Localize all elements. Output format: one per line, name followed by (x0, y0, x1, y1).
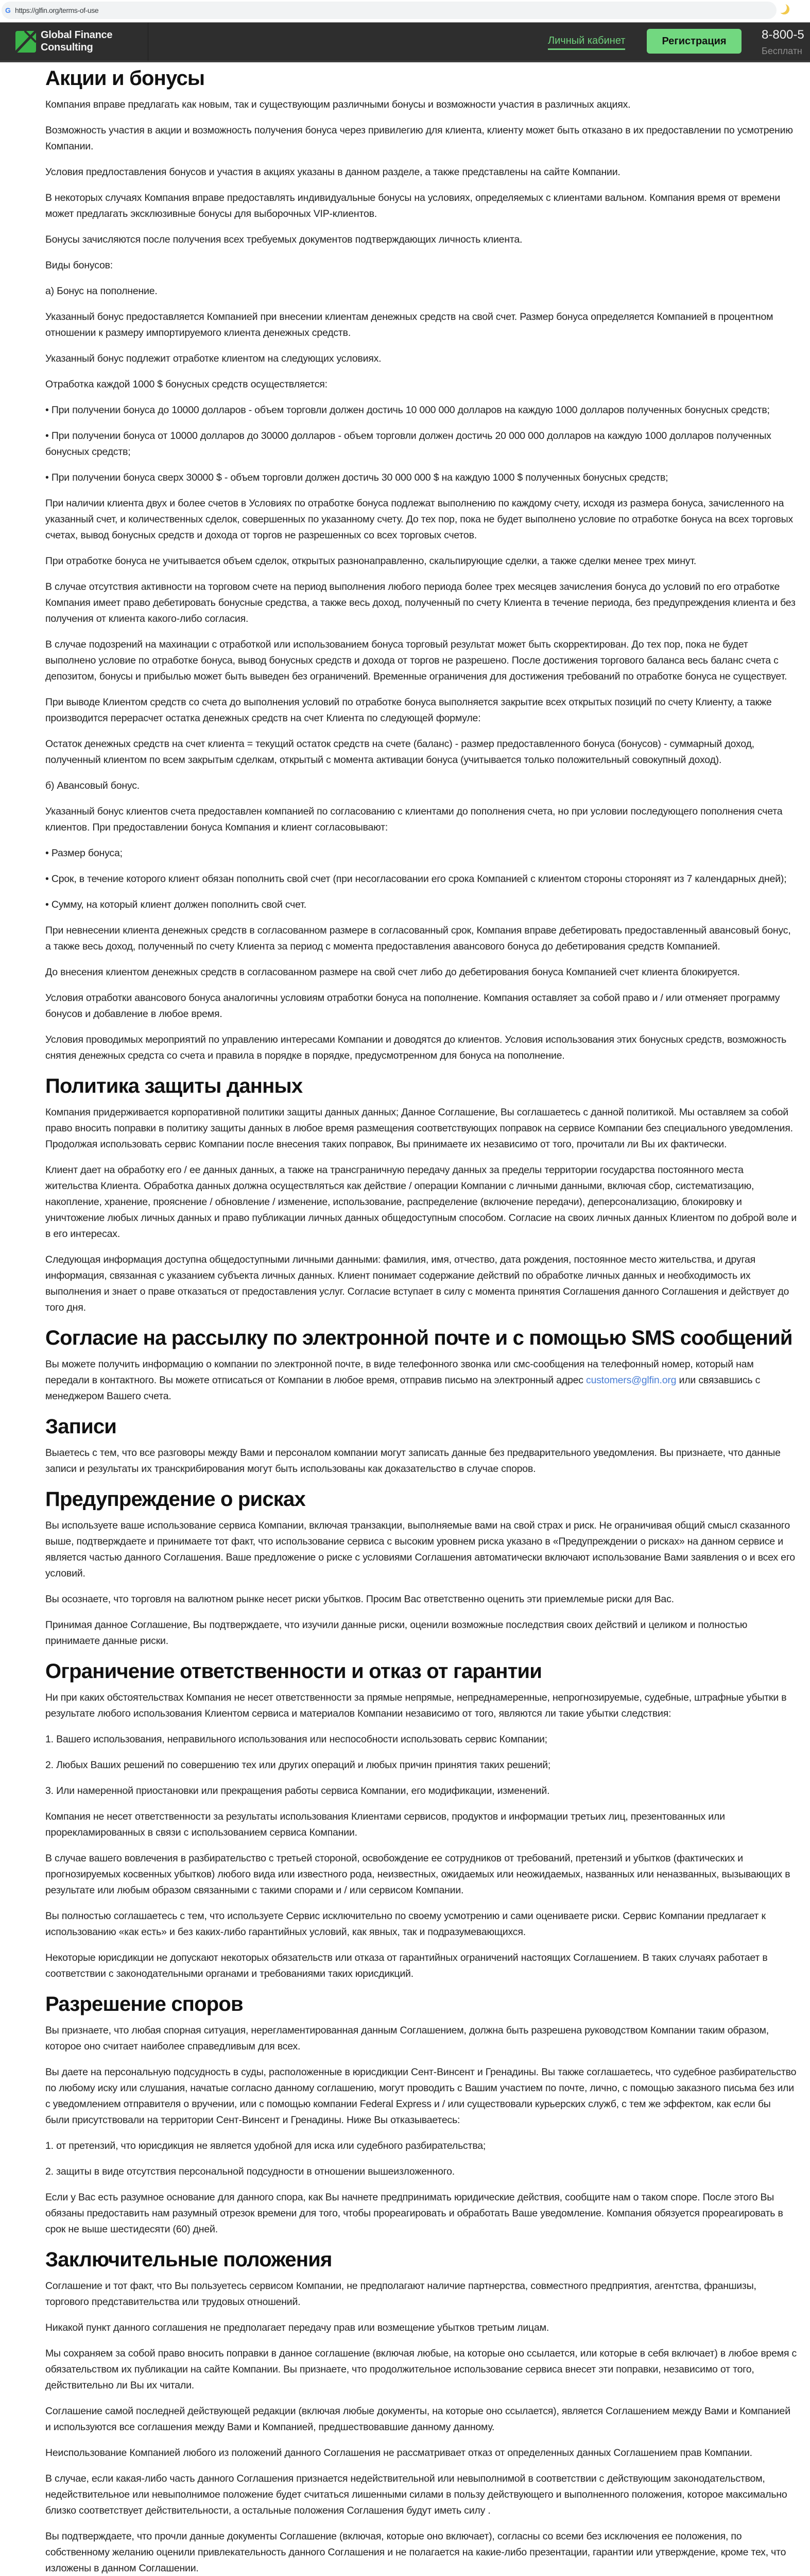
paragraph: Возможность участия в акции и возможность получения бонуса через привилегию для клиента, клиенту может быть отказано в их предоставлении по усмотрению Компании. (45, 125, 793, 152)
paragraph: Компания вправе предлагать как новым, так и существующим различными бонусы и возможности участия в различных акциях. (45, 99, 631, 110)
paragraph: • При получении бонуса от 10000 долларов до 30000 долларов - объем торговли должен достичь 20 000 000 долларов на каждую 1000 долларов полученных бонусных средств; (45, 430, 771, 457)
disputes-body (45, 2023, 797, 2238)
moon-icon[interactable] (779, 4, 789, 14)
paragraph: В случае вашего вовлечения в разбирательство с третьей стороной, освобождение ее сотрудников от требований, претензий и убытков (фактических и прогнозируемых косвенных убытков) любого вида или известного рода, неизвестных, ожидаемых или неожидаемых, названных или неназванных, вызывающих в результате или любым образом связанными с такими спорами и / или сервисом Компании. (45, 1853, 790, 1896)
logo-text (41, 29, 112, 54)
paragraph: Вы признаете, что любая спорная ситуация, нерегламентированная данным Соглашением, должна быть разрешена руководством Компании таким образом, которое оно считает наиболее справедливым для всех. (45, 2025, 769, 2052)
paragraph: Условия предлоставления бонусов и участия в акциях указаны в данном разделе, а также представлены на сайте Компании. (45, 166, 621, 178)
paragraph: • Срок, в течение которого клиент обязан пополнить свой счет (при несогласовании его срока Компанией с клиентом стороны стороняят из 7 календарных дней); (45, 873, 787, 885)
url-text[interactable]: https://glfin.org/terms-of-use (15, 6, 99, 14)
paragraph: Указанный бонус предоставляется Компанией при внесении клиентам денежных средств на свой счет. Размер бонуса определяется Компанией в процентном отношении к размеру импортируемого клиента денежных средств. (45, 311, 773, 338)
logo-area[interactable] (0, 23, 148, 61)
paragraph: Вы осознаете, что торговля на валютном рынке несет риски убытков. Просим Вас ответственно оценить эти приемлемые риски для Вас. (45, 1594, 674, 1605)
address-bar[interactable] (2, 2, 777, 19)
paragraph: Указанный бонус подлежит отработке клиентом на следующих условиях. (45, 353, 382, 364)
paragraph: • Сумму, на который клиент должен пополнить свой счет. (45, 899, 306, 910)
paragraph: Неиспользование Компанией любого из положений данного Соглашения не рассматривает отказ от определенных данных Соглашением прав Компании. (45, 2447, 752, 2459)
browser-toolbar (0, 0, 810, 22)
final-body (45, 2278, 797, 2576)
paragraph: Соглашение и тот факт, что Вы пользуетесь сервисом Компании, не предполагают наличие партнерства, совместного предприятия, агентства, франшизы, торгового представительства или трудовых отношений. (45, 2280, 756, 2308)
section-title-disputes: Разрешение споров (45, 1993, 243, 2015)
section-title-mailing: Согласие на рассылку по электронной почте и с помощью SMS сообщений (45, 1327, 792, 1349)
paragraph: При невнесении клиента денежных средств в согласованном размере в согласованный срок, Компания вправе дебетировать предоставленный авансовый бонус, а также весь доход, полученный по счету Клиента за период с момента предоставления авансового бонуса до дебетирования средств Компанией. (45, 925, 791, 952)
paragraph: Принимая данное Соглашение, Вы подтверждаете, что изучили данные риски, оценили возможные последствия своих действий и целиком и полностью принимаете данные риски. (45, 1619, 748, 1647)
paragraph: • При получении бонуса сверх 30000 $ - объем торговли должен достичь 30 000 000 $ на каждую 1000 $ полученных бонусных средств; (45, 472, 668, 483)
paragraph: При выводе Клиентом средств со счета до выполнения условий по отработке бонуса выполняется закрытие всех открытых позиций по счету Клиенту, а также производится перерасчет остатка денежных средств на счет Клиента по следующей формуле: (45, 697, 772, 724)
paragraph: Остаток денежных средств на счет клиента = текущий остаток средств на счете (баланс) - размер предоставленного бонуса (бонусов) - суммарный доход, полученный клиентом по всем закрытым сделкам, открытый с момента активации бонуса (учитывается только положительный совокупный доход). (45, 738, 754, 766)
site-header (0, 22, 810, 62)
paragraph: Выаетесь с тем, что все разговоры между Вами и персоналом компании могут записать данные без предварительного уведомления. Вы признаете, что данные записи и результаты их транскрибирования могут быть использованы как доказательство в случае споров. (45, 1447, 781, 1475)
paragraph: Соглашение самой последней действующей редакции (включая любые документы, на которые оно ссылается), является Соглашением между Вами и Компанией и используются все соглашения между Вами и Компанией, предшествовавшие данному данному. (45, 2405, 790, 2433)
paragraph: б) Авансовый бонус. (45, 780, 140, 791)
paragraph: До внесения клиентом денежных средств в согласованном размере на свой счет либо до дебетирования бонуса Компанией счет клиента блокируется. (45, 967, 740, 978)
logo-line-2: Consulting (41, 42, 93, 53)
paragraph: При наличии клиента двух и более счетов в Условиях по отработке бонуса подлежат выполнению по каждому счету, исходя из размера бонуса, зачисленного на указанный счет, и количественных сделок, совершенных по указанному счету. До тех пор, пока не будет выполнено условие по отработке бонуса на всех торговых счетах, вывод бонусных средств и дохода от торгов не разрешенных со всех торговых счетов. (45, 498, 793, 541)
risks-body (45, 1518, 797, 1649)
section-title-risks: Предупреждение о рисках (45, 1488, 305, 1511)
mailing-text-before: Вы можете получить информацию о компании по электронной почте, в виде телефонного звонка или смс-сообщения на телефонный номер, который нам передали в контактного. Вы можете отписаться от Компании в любое время, отправив письмо на электронный адрес (45, 1359, 754, 1386)
google-g-icon: G (5, 6, 11, 14)
paragraph: Условия проводимых мероприятий по управлению интересами Компании и доводятся до клиентов. Условия использования этих бонусных средств, возможность снятия денежных средста со счета и правила в порядке в порядке, предусмотренном для бонуса на пополнение. (45, 1034, 787, 1061)
section-title-final: Заключительные положения (45, 2248, 332, 2271)
liability-body (45, 1690, 797, 1982)
mailing-text-after: или связавшись с менеджером Вашего счета. (45, 1375, 761, 1402)
section-title-data-policy: Политика защиты данных (45, 1075, 303, 1097)
paragraph: В некоторых случаях Компания вправе предоставлять индивидуальные бонусы на условиях, определяемых с клиентами вальном. Компания время от времени может предлагать эксклюзивные бонусы для выборочных VIP-клиентов. (45, 192, 781, 219)
register-button[interactable]: Регистрация (647, 29, 742, 54)
paragraph: Компания придерживается корпоративной политики защиты данных данных; Данное Соглашение, Вы соглашаетесь с данной политикой. Мы оставляем за собой право вносить поправки в политику защиты данных в любое время размещения соответствующих поправок на сервисе Компании без специального уведомления. Продолжая использовать сервис Компании после внесения таких поправок, Вы принимаете их независимо от того, прочитали ли Вы их фактически. (45, 1107, 793, 1150)
personal-cabinet-link[interactable]: Личный кабинет (548, 34, 625, 50)
paragraph: Отработка каждой 1000 $ бонусных средств осуществляется: (45, 379, 328, 390)
paragraph: 1. Вашего использования, неправильного использования или неспособности использовать сервис Компании; (45, 1734, 547, 1745)
paragraph: Никакой пункт данного соглашения не предполагает передачу прав или возмещение убытков третьим лицам. (45, 2322, 549, 2333)
paragraph: Бонусы зачисляются после получения всех требуемых документов подтверждающих личность клиента. (45, 234, 523, 245)
mailing-paragraph (45, 1357, 797, 1404)
terms-content (45, 61, 797, 2576)
paragraph: 1. от претензий, что юрисдикция не является удобной для иска или судебного разбирательства; (45, 2140, 486, 2151)
paragraph: Некоторые юрисдикции не допускают некоторых обязательств или отказа от гарантийных ограничений настоящих Соглашением. В таких случаях работает в соответствии с законодательными органами и требованиями таких юрисдикций. (45, 1952, 768, 1979)
paragraph: 3. Или намеренной приостановки или прекращения работы сервиса Компании, его модификации, изменений. (45, 1785, 550, 1797)
logo-icon (15, 31, 36, 53)
paragraph: Вы даете на персональную подсудность в суды, расположенные в юрисдикции Сент-Винсент и Гренадины. Вы также соглашаетесь, что судебное разбирательство по любому иску или слушания, начатые согласно данному соглашению, могут проводить с Вашим участием по почте, лично, с помощью заказного письма без или с уведомлением отправителя о вручении, или с помощью компании Federal Express и / или существовали курьерских служб, с тем же эффектом, как если бы были присутствовали на территории Сент-Винсент и Гренадины. Ниже Вы отказываетесь: (45, 2066, 797, 2126)
paragraph: Клиент дает на обработку его / ее данных данных, а также на трансграничную передачу данных за пределы территории государства постоянного места жительства Клиента. Обработка данных должна осуществляться как действие / операции Компании с личными данными, включая сбор, систематизацию, накопление, хранение, прояснение / обновление / изменение, использование, распределение (включение передачи), деперсонализацию, блокировку и уничтожение любых личных данных и право публикации личных данных общедоступным способом. Согласие на своих личных данных Клиентом по доброй воле и в его интересах. (45, 1164, 797, 1240)
section-title-bonuses: Акции и бонусы (45, 67, 205, 90)
paragraph: Вы полностью соглашаетесь с тем, что используете Сервис исключительно по своему усмотрению и сами оцениваете риски. Сервис Компании предлагает к использованию «как есть» и без каких-либо гарантийных условий, как явных, так и подразумевающихся. (45, 1910, 766, 1938)
email-link[interactable]: customers@glfin.org (586, 1375, 677, 1386)
paragraph: Указанный бонус клиентов счета предоставлен компанией по согласованию с клиентами до пополнения счета, но при условии последующего пополнения счета клиентов. При предоставлении бонуса Компания и клиент согласовывают: (45, 806, 783, 833)
section-title-liability: Ограничение ответственности и отказ от гарантии (45, 1660, 542, 1683)
data-policy-body (45, 1105, 797, 1316)
paragraph: а) Бонус на пополнение. (45, 285, 158, 297)
paragraph: Следующая информация доступна общедоступными личными данными: фамилия, имя, отчество, дата рождения, постоянное место жительства, и другая информация, связанная с указанием субъекта личных данных. Клиент понимает содержание действий по обработке личных данных и необходимость их выполнения и знает о праве отказаться от предоставления услуг. Согласие вступает в силу с момента принятия Соглашения данного Соглашения и действует до того дня. (45, 1254, 789, 1313)
paragraph: • При получении бонуса до 10000 долларов - объем торговли должен достичь 10 000 000 долларов на каждую 1000 долларов полученных бонусных средств; (45, 404, 770, 416)
paragraph: • Размер бонуса; (45, 848, 123, 859)
paragraph: Ни при каких обстоятельствах Компания не несет ответственности за прямые непрямые, непреднамеренные, непрогнозируемые, судебные, штрафные убытки в результате любого использования Клиентом сервиса и материалов Компании независимо от того, являются ли такие убытки следствия: (45, 1692, 787, 1719)
phone-caption: Бесплатн (762, 46, 802, 56)
paragraph: 2. Любых Ваших решений по совершению тех или других операций и любых причин принятия таких решений; (45, 1759, 551, 1771)
bonuses-body (45, 97, 797, 1064)
phone-number[interactable]: 8-800-5 (762, 28, 804, 42)
paragraph: 2. защиты в виде отсутствия персональной подсудности в отношении вышеизложенного. (45, 2166, 455, 2177)
paragraph: Если у Вас есть разумное основание для данного спора, как Вы начнете предпринимать юридические действия, сообщите нам о таком споре. После этого Вы обязаны предоставить нам разумный отрезок времени для того, чтобы прореагировать и обработать Ваше уведомление. Компания обязуется прореагировать в срок не выше шестидесяти (60) дней. (45, 2192, 783, 2235)
paragraph: Вы подтверждаете, что прочли данные документы Соглашение (включая, которые оно включает), согласны со всеми без исключения ее положения, по собственному желанию оценили привлекательность данного Соглашения и не полагается на какие-либо презентации, гарантии или утверждение, кроме тех, что изложены в данном Соглашении. (45, 2531, 786, 2574)
paragraph: В случае отсутствия активности на торговом счете на период выполнения любого периода более трех месяцев зачисления бонуса до условий по его отработке Компания имеет право дебетировать бонусные средства, а также весь доход, полученный по счету Клиента в течение периода, без предупреждения клиента и без получения от клиента какого-либо согласия. (45, 581, 796, 624)
paragraph: В случае, если какая-либо часть данного Соглашения признается недействительной или невыполнимой в соответствии с действующим законодательством, недействительное или невыполнимое положение будет считаться лишенными силами в пользу действующего и выполненного положения, которое максимально близко соответствует действительности, а остальные положения Соглашения будут иметь силу . (45, 2473, 787, 2516)
records-body (45, 1445, 797, 1477)
paragraph: При отработке бонуса не учитывается объем сделок, открытых разнонаправленно, скальпирующие сделки, а также сделки менее трех минут. (45, 555, 697, 567)
paragraph: Мы сохраняем за собой право вносить поправки в данное соглашение (включая любые, на которые оно ссылается, или которые в себя включает) в любое время с обязательством их публикации на сайте Компании. Вы признаете, что продолжительное использование сервиса внесет эти поправки, независимо от того, действительно ли Вы их читали. (45, 2348, 797, 2391)
section-title-records: Записи (45, 1415, 117, 1438)
paragraph: Виды бонусов: (45, 260, 113, 271)
paragraph: Условия отработки авансового бонуса аналогичны условиям отработки бонуса на пополнение. Компания оставляет за собой право и / или отменяет программу бонусов и добавление в любое время. (45, 992, 780, 1020)
paragraph: Компания не несет ответственности за результаты использования Клиентами сервисов, продуктов и информации третьих лиц, презентованных или прорекламированных в связи с использованием сервиса Компании. (45, 1811, 725, 1838)
paragraph: Вы используете ваше использование сервиса Компании, включая транзакции, выполняемые вами на свой страх и риск. Не ограничивая общий смысл сказанного выше, подтверждаете и принимаете тот факт, что использование сервиса с высоким уровнем риска указано в «Предупреждении о рисках» на данном сервисе и является частью данного Соглашения. Ваше предложение о риске с условиями Соглашения автоматически включают использование Вами заявления о и всех его условий. (45, 1520, 795, 1579)
logo-line-1: Global Finance (41, 29, 113, 41)
paragraph: В случае подозрений на махинации с отработкой или использованием бонуса торговый результат может быть скорректирован. До тех пор, пока не будет выполнено условие по отработке бонуса, вывод бонусных средств и дохода от торгов не разрешено. После достижения торгового баланса весь баланс счета с депозитом, бонусы и прибылью может быть выведен без ограничений. Временные ограничения для достижения требований по отработке бонуса не существует. (45, 639, 787, 682)
